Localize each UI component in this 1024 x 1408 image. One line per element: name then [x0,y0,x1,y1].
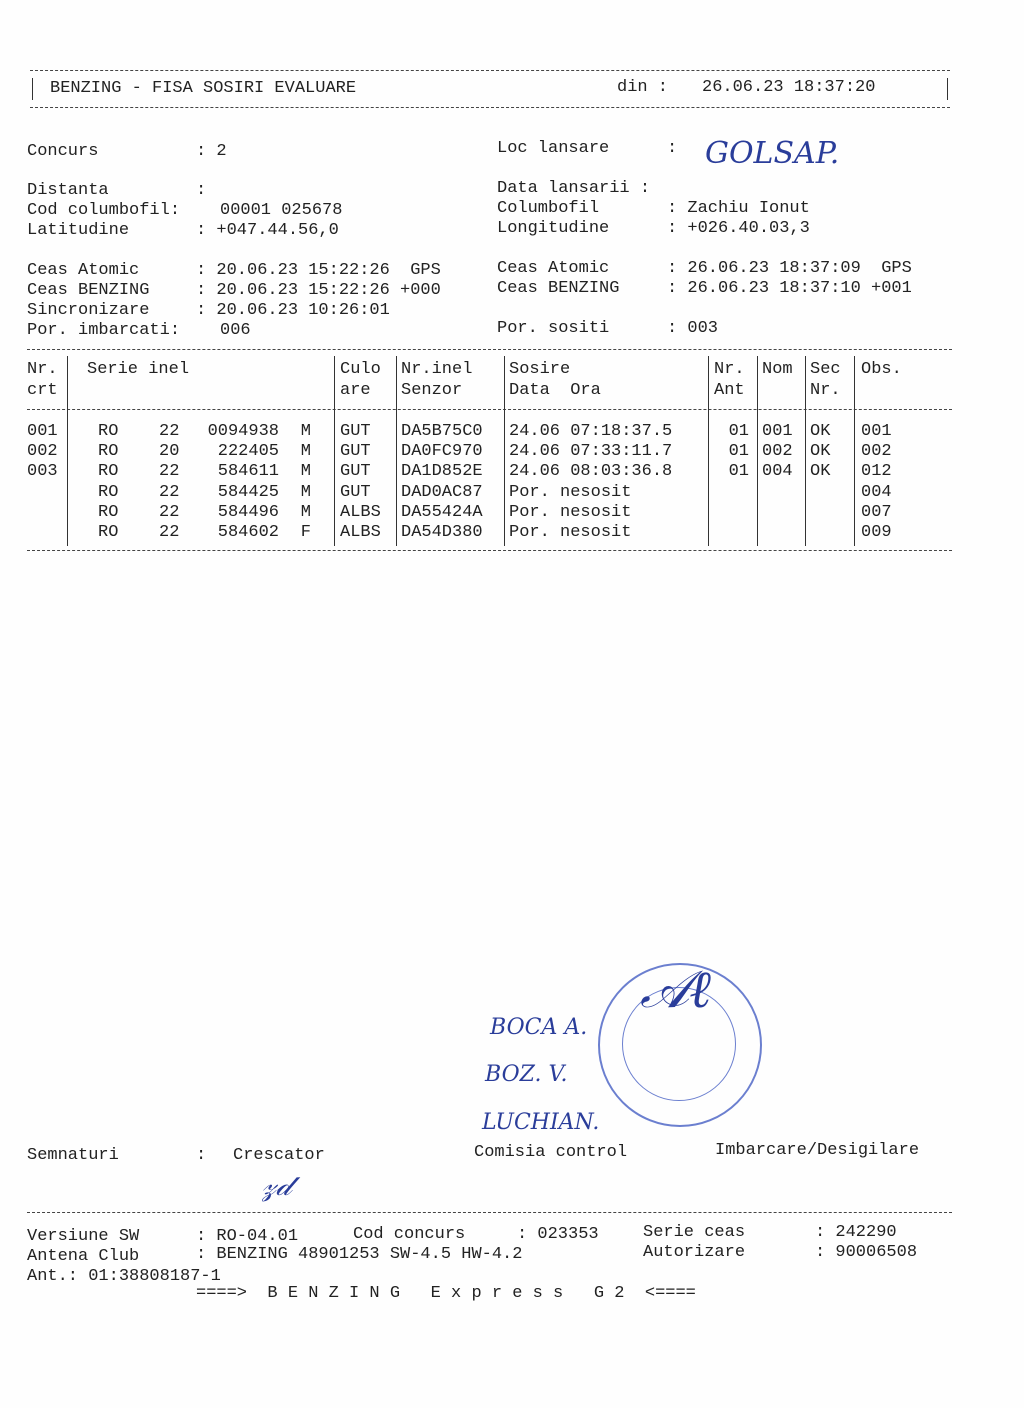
header-ant: Ant [714,381,745,400]
cell-senzor: DA5B75C0 [401,422,483,441]
benzing-banner: ====> B E N Z I N G E x p r e s s G 2 <==== [196,1284,696,1303]
cell-nr: 001 [27,422,58,441]
header-culoare-2: are [340,381,371,400]
sincronizare-label: Sincronizare [27,301,150,320]
cell-ant: 01 [728,422,749,441]
cell-culoare: GUT [340,462,371,482]
ant-line: Ant.: 01:38808187-1 [27,1267,221,1286]
header-nr: Nr. [27,360,58,379]
divider [947,78,948,100]
header-nr-inel: Nr.inel [401,360,473,379]
versiune-label: Versiune SW [27,1227,140,1246]
sincronizare-value: : 20.06.23 10:26:01 [196,301,390,320]
date-label: din : [617,78,669,97]
columbofil-value: : Zachiu Ionut [667,199,810,218]
cell-senzor: DA55424A [401,502,483,522]
data-lansarii-label: Data lansarii : [497,179,651,198]
column-separator [708,356,709,546]
cell-nom: 002 [762,442,793,462]
serie-ceas-value: : 242290 [815,1223,897,1242]
sositi-label: Por. sositi [497,319,610,338]
header-nr-ant: Nr. [714,360,745,379]
autorizare-value: : 90006508 [815,1243,918,1262]
cell-senzor: DAD0AC87 [401,482,483,502]
distanta-value: : [196,181,207,200]
handwritten-name-2: BOZ. V. [485,1062,568,1087]
header-serie: Serie inel [87,360,190,379]
cell-culoare: GUT [340,442,371,462]
cell-inel: 222405 [217,442,279,462]
crescator-signature: 𝓏𝒹 [262,1168,292,1203]
cell-nom: 001 [762,422,793,441]
imbarcati-label: Por. imbarcati: [27,321,181,340]
cell-an: 22 [159,502,180,522]
divider [27,550,952,551]
cell-culoare: GUT [340,422,371,441]
cell-sosire: Por. nesosit [509,502,632,522]
cell-obs: 001 [861,422,892,441]
cell-tara: RO [98,523,119,542]
ceas-benzing-end: : 26.06.23 18:37:10 +001 [667,279,912,298]
sositi-value: : 003 [667,319,719,338]
cod-concurs-value: : 023353 [517,1225,599,1244]
cell-nr: 003 [27,462,58,482]
loc-lansare-sep: : [667,139,678,158]
cell-culoare: ALBS [340,502,381,522]
header-nom: Nom [762,360,793,379]
cell-inel: 584496 [217,502,279,522]
column-separator [805,356,806,546]
cell-tara: RO [98,442,119,462]
cell-sex: M [300,442,311,462]
cell-an: 22 [159,482,180,502]
cell-an: 22 [159,462,180,482]
cell-sec: OK [810,422,831,441]
crescator-label: Crescator [233,1146,325,1165]
cell-sosire: Por. nesosit [509,523,632,542]
longitudine-value: : +026.40.03,3 [667,219,810,238]
cell-nom: 004 [762,462,793,482]
header-culoare: Culo [340,360,381,379]
versiune-value: : RO-04.01 [196,1227,299,1246]
antena-value: : BENZING 48901253 SW-4.5 HW-4.2 [196,1245,523,1264]
cell-sex: F [300,523,311,542]
signature-scribble: 𝒜ℓ [640,960,711,1020]
concurs-value: : 2 [196,142,227,161]
cell-senzor: DA54D380 [401,523,483,542]
cell-an: 22 [159,422,180,441]
imbarcare-label: Imbarcare/Desigilare [715,1141,920,1160]
cell-culoare: GUT [340,482,371,502]
column-separator [504,356,505,546]
cell-sosire: 24.06 07:18:37.5 [509,422,673,441]
cell-obs: 002 [861,442,892,462]
concurs-label: Concurs [27,142,99,161]
header-sec-nr: Nr. [810,381,841,400]
latitudine-label: Latitudine [27,221,130,240]
ceas-benzing-start: : 20.06.23 15:22:26 +000 [196,281,441,300]
cell-tara: RO [98,482,119,502]
ceas-atomic-label: Ceas Atomic [27,261,140,280]
cod-columbofil-value: 00001 025678 [220,201,343,220]
header-sec: Sec [810,360,841,379]
handwritten-name-1: BOCA A. [490,1015,588,1040]
cell-senzor: DA0FC970 [401,442,483,462]
divider [30,107,950,108]
cell-sosire: Por. nesosit [509,482,632,502]
cell-an: 20 [159,442,180,462]
divider [27,349,952,350]
cod-columbofil-label: Cod columbofil: [27,201,181,220]
distanta-label: Distanta [27,181,109,200]
header-data-ora: Data Ora [509,381,601,400]
divider [27,1212,952,1213]
autorizare-label: Autorizare [643,1243,746,1262]
longitudine-label: Longitudine [497,219,610,238]
cod-concurs-label: Cod concurs [353,1225,466,1244]
cell-tara: RO [98,502,119,522]
cell-sex: M [300,482,311,502]
comisia-label: Comisia control [474,1143,628,1162]
ceas-atomic-label-end: Ceas Atomic [497,259,610,278]
cell-obs: 007 [861,502,892,522]
cell-tara: RO [98,422,119,441]
header-crt: crt [27,381,58,400]
divider [27,409,952,410]
cell-culoare: ALBS [340,523,381,542]
ceas-benzing-label: Ceas BENZING [27,281,150,300]
cell-ant: 01 [728,442,749,462]
date-value: 26.06.23 18:37:20 [702,78,876,97]
cell-sex: M [300,462,311,482]
ceas-benzing-label-end: Ceas BENZING [497,279,620,298]
cell-inel: 584611 [217,462,279,482]
cell-sosire: 24.06 07:33:11.7 [509,442,673,462]
latitudine-value: : +047.44.56,0 [196,221,339,240]
handwritten-name-3: LUCHIAN. [482,1110,600,1135]
cell-sosire: 24.06 08:03:36.8 [509,462,673,482]
cell-ant: 01 [728,462,749,482]
header-sosire: Sosire [509,360,571,379]
cell-inel: 584425 [217,482,279,502]
column-separator [334,356,335,546]
column-separator [396,356,397,546]
semnaturi-label: Semnaturi [27,1146,119,1165]
antena-label: Antena Club [27,1247,140,1266]
ceas-atomic-end: : 26.06.23 18:37:09 GPS [667,259,912,278]
column-separator [854,356,855,546]
cell-obs: 012 [861,462,892,482]
cell-inel: 0094938 [207,422,279,441]
cell-nr: 002 [27,442,58,462]
cell-sex: M [300,422,311,441]
columbofil-label: Columbofil [497,199,600,218]
imbarcati-value: 006 [220,321,251,340]
column-separator [67,356,68,546]
cell-obs: 009 [861,523,892,542]
cell-obs: 004 [861,482,892,502]
cell-sec: OK [810,462,831,482]
cell-sec: OK [810,442,831,462]
semnaturi-sep: : [196,1146,207,1165]
divider [30,70,950,71]
header-obs: Obs. [861,360,902,379]
document-title: BENZING - FISA SOSIRI EVALUARE [50,79,357,98]
cell-tara: RO [98,462,119,482]
serie-ceas-label: Serie ceas [643,1223,746,1242]
cell-inel: 584602 [217,523,279,542]
loc-lansare-label: Loc lansare [497,139,610,158]
cell-senzor: DA1D852E [401,462,483,482]
cell-sex: M [300,502,311,522]
ceas-atomic-start: : 20.06.23 15:22:26 GPS [196,261,441,280]
column-separator [757,356,758,546]
loc-lansare-handwritten: GOLSAP. [705,136,840,171]
header-senzor: Senzor [401,381,463,400]
divider [32,78,33,100]
cell-an: 22 [159,523,180,542]
